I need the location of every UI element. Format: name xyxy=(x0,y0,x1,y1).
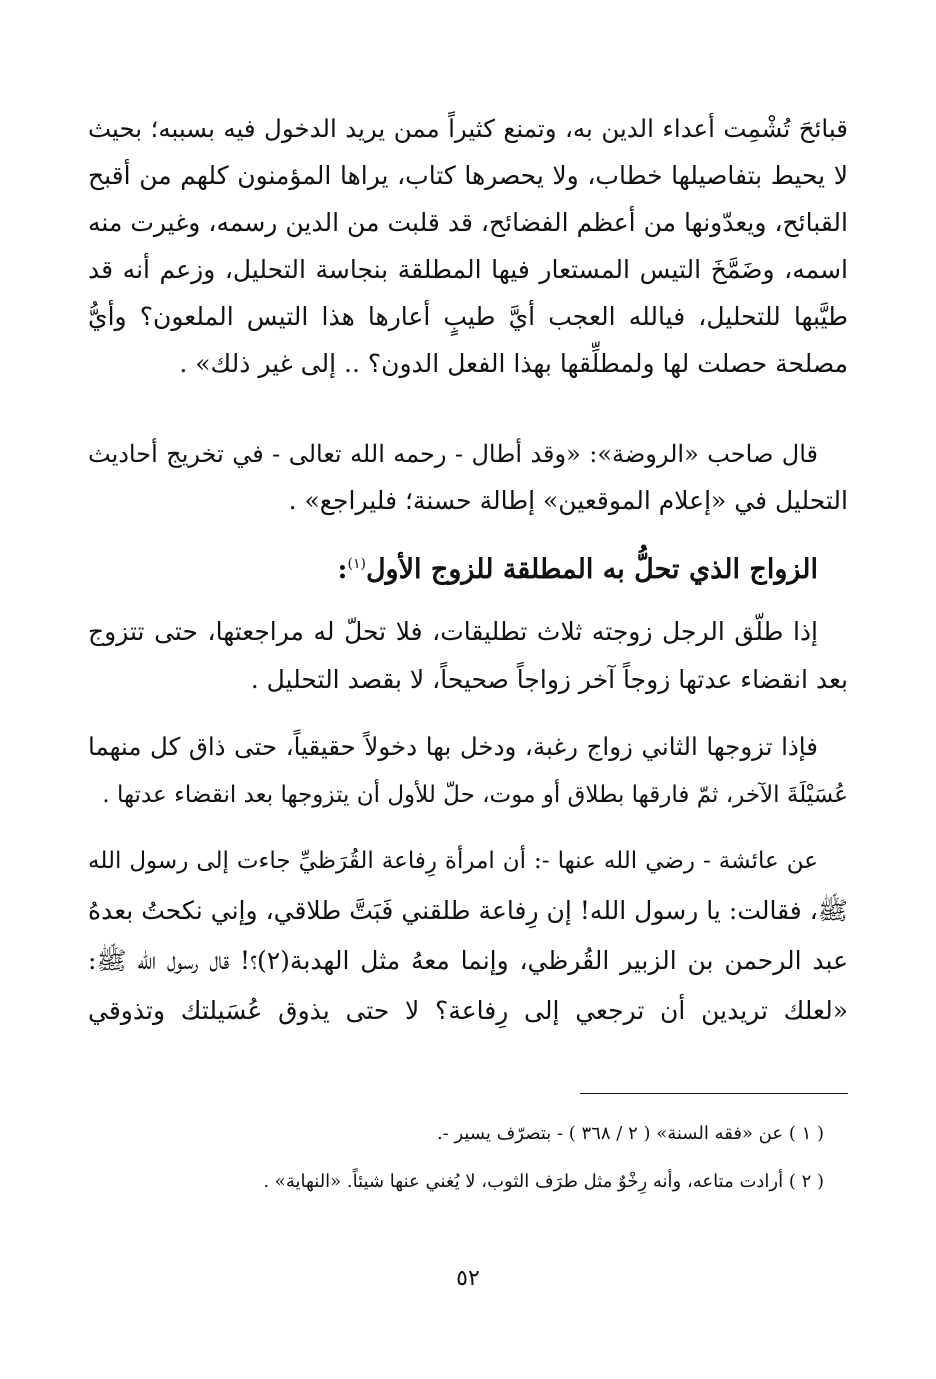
text-line: اسمه، وضَمَّخَ التيس المستعار فيها المطلقة بنجاسة التحليل، وزعم أنه قد xyxy=(88,255,848,284)
text-line: ﷺ، فقالت: يا رسول الله! إن رِفاعة طلقني فَبَتَّ طلاقي، وإني نكحتُ بعدهُ xyxy=(88,896,848,925)
footnote-marker: (١) xyxy=(347,556,366,572)
text-line: التحليل في «إعلام الموقعين» إطالة حسنة؛ فليراجع» . xyxy=(288,486,848,515)
section-heading xyxy=(88,544,818,590)
heading-text: الزواج الذي تحلُّ به المطلقة للزوج الأول xyxy=(365,554,818,585)
text-line: قبائحَ تُشْمِت أعداء الدين به، وتمنع كثيراً ممن يريد الدخول فيه بسببه؛ بحيث xyxy=(88,114,848,143)
heading-colon: : xyxy=(337,554,348,585)
text-line: مصلحة حصلت لها ولمطلِّقها بهذا الفعل الدون؟ .. إلى غير ذلك» . xyxy=(179,349,848,378)
text-line: عبد الرحمن بن الزبير القُرظي، وإنما معهُ مثل الهدبة(٢)؟! قال رسول الله ﷺ: xyxy=(88,946,849,975)
text-line: عن عائشة - رضي الله عنها -: أن امرأة رِفاعة القُرَظيِّ جاءت إلى رسول الله xyxy=(88,848,818,874)
text-line: «لعلك تريدين أن ترجعي إلى رِفاعة؟ لا حتى يذوق عُسَيلتك وتذوقي xyxy=(88,996,848,1025)
text-line: القبائح، ويعدّونها من أعظم الفضائح، قد قلبت من الدين رسمه، وغيرت منه xyxy=(88,208,848,237)
text-line: إذا طلّق الرجل زوجته ثلاث تطليقات، فلا تحلّ له مراجعتها، حتى تتزوج xyxy=(88,617,818,646)
text-line: بعد انقضاء عدتها زوجاً آخر زواجاً صحيحاً، لا بقصد التحليل . xyxy=(250,665,848,694)
footnote: ( ٢ ) أرادت متاعه، وأنه رِخْوٌ مثل طرَف الثوب، لا يُغني عنها شيئاً. «النهاية» . xyxy=(263,1171,824,1192)
text-line: فإذا تزوجها الثاني زواج رغبة، ودخل بها دخولاً حقيقياً، حتى ذاق كل منهما xyxy=(88,732,818,761)
text-line: لا يحيط بتفاصيلها خطاب، ولا يحصرها كتاب، يراها المؤمنون كلهم من أقبح xyxy=(88,161,848,190)
footnote: ( ١ ) عن «فقه السنة» ( ٢ / ٣٦٨ ) - بتصرّف يسير -. xyxy=(436,1123,824,1144)
text-line: قال صاحب «الروضة»: «وقد أطال - رحمه الله تعالى - في تخريج أحاديث xyxy=(88,440,818,468)
text-line: طيَّبها للتحليل، فيالله العجب أيَّ طيبٍ أعارها هذا التيس الملعون؟ وأيُّ xyxy=(88,302,848,331)
footnote-separator xyxy=(580,1093,848,1094)
page-number: ٥٢ xyxy=(456,1266,480,1291)
text-line: عُسَيْلَةَ الآخر، ثمّ فارقها بطلاق أو موت، حلّ للأول أن يتزوجها بعد انقضاء عدتها . xyxy=(102,782,848,808)
